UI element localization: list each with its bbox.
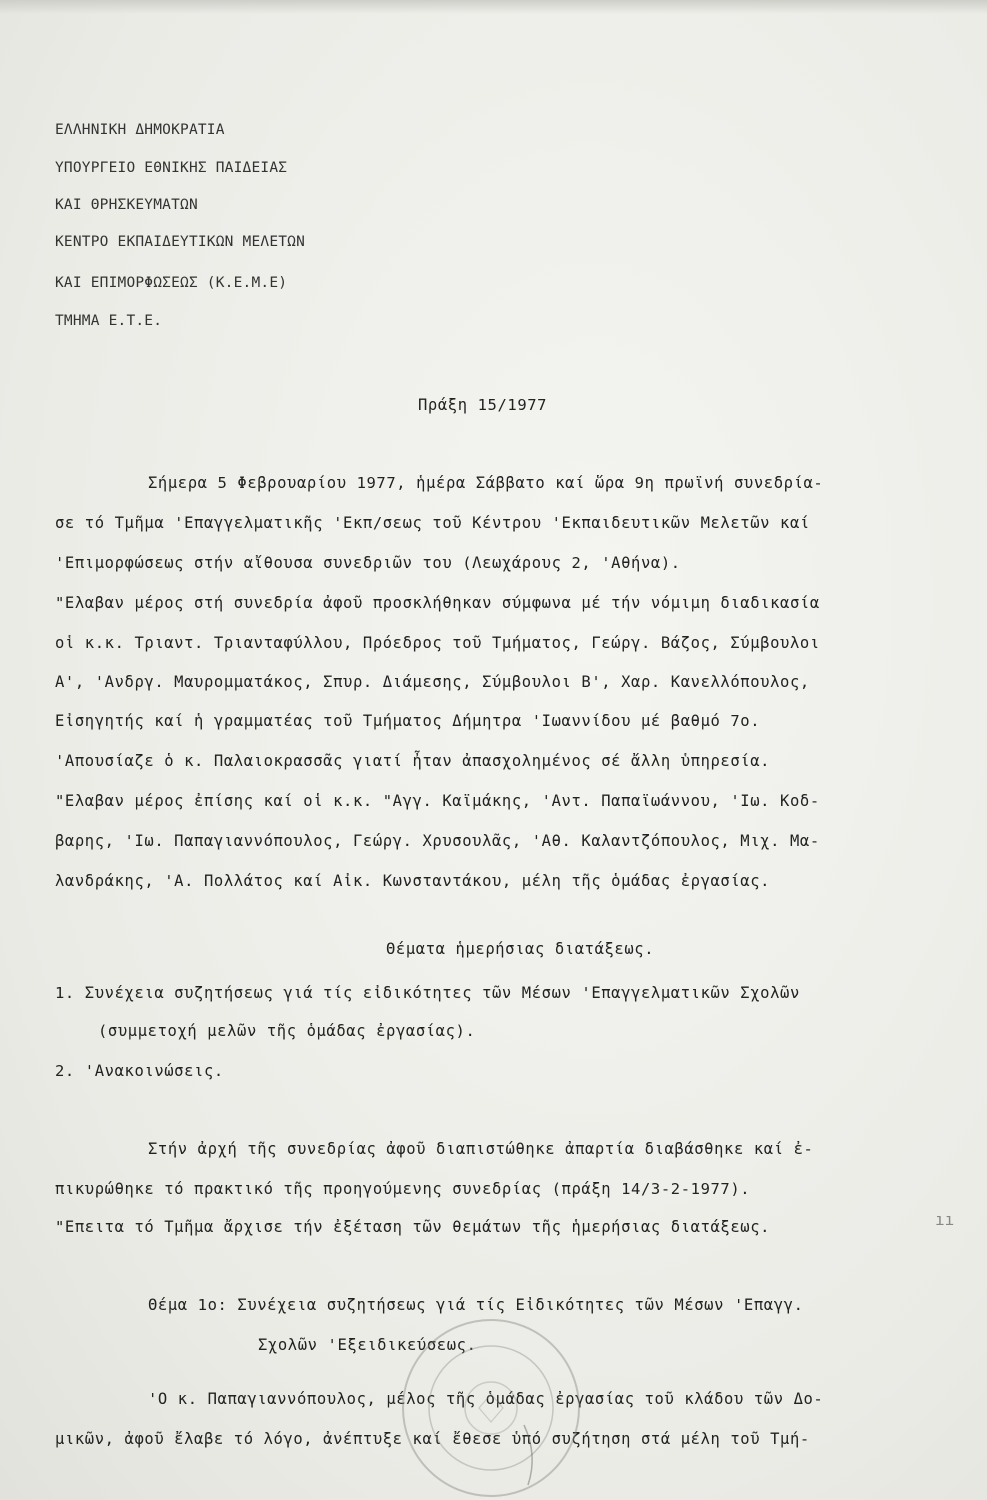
header-line: ΚΕΝΤΡΟ ΕΚΠΑΙΔΕΥΤΙΚΩΝ ΜΕΛΕΤΩΝ (55, 234, 306, 250)
header-line: ΕΛΛΗΝΙΚΗ ΔΗΜΟΚΡΑΤΙΑ (55, 122, 225, 138)
agenda-item-continuation: (συμμετοχή μελῶν τῆς ὁμάδας ἐργασίας). (98, 1022, 476, 1040)
act-title: Πράξη 15/1977 (418, 396, 548, 414)
official-stamp-icon (393, 1310, 583, 1500)
header-line: ΥΠΟΥΡΓΕΙΟ ΕΘΝΙΚΗΣ ΠΑΙΔΕΙΑΣ (55, 160, 288, 176)
text-line: "Επειτα τό Τμῆμα ἄρχισε τήν ἐξέταση τῶν θεμάτων τῆς ἡμερήσιας διατάξεως. (55, 1218, 771, 1236)
text-line: 'Επιμορφώσεως στήν αἴθουσα συνεδριῶν του (Λεωχάρους 2, 'Αθήνα). (55, 554, 681, 572)
text-line: μικῶν, ἀφοῦ ἔλαβε τό λόγο, ἀνέπτυξε καί ἔθεσε ὑπό συζήτηση στά μέλη τοῦ Τμή- (55, 1430, 810, 1448)
text-line: Στήν ἀρχή τῆς συνεδρίας ἀφοῦ διαπιστώθηκε ἀπαρτία διαβάσθηκε καί ἐ- (148, 1140, 814, 1158)
text-line: "Ελαβαν μέρος ἐπίσης καί οἱ κ.κ. "Αγγ. Καϊμάκης, 'Αντ. Παπαϊωάννου, 'Ιω. Κοδ- (55, 792, 820, 810)
text-line: Εἰσηγητής καί ἡ γραμματέας τοῦ Τμήματος Δήμητρα 'Ιωαννίδου μέ βαθμό 7ο. (55, 712, 761, 730)
text-line: λανδράκης, 'Α. Πολλάτος καί Αἰκ. Κωνσταντάκου, μέλη τῆς ὁμάδας ἐργασίας. (55, 872, 771, 890)
agenda-item: 2. 'Ανακοινώσεις. (55, 1062, 224, 1080)
topic-line: Θέμα 1ο: Συνέχεια συζητήσεως γιά τίς Εἰδικότητες τῶν Μέσων 'Επαγγ. (148, 1296, 804, 1314)
text-line: Σήμερα 5 Φεβρουαρίου 1977, ἡμέρα Σάββατο καί ὥρα 9η πρωϊνή συνεδρία- (148, 474, 824, 492)
text-line: Α', 'Ανδργ. Μαυρομματάκος, Σπυρ. Διάμεσης, Σύμβουλοι Β', Χαρ. Κανελλόπουλος, (55, 673, 810, 691)
header-line: ΚΑΙ ΕΠΙΜΟΡΦΩΣΕΩΣ (Κ.Ε.Μ.Ε) (55, 275, 288, 291)
agenda-title: Θέματα ἡμερήσιας διατάξεως. (386, 940, 655, 958)
text-line: πικυρώθηκε τό πρακτικό τῆς προηγούμενης συνεδρίας (πράξη 14/3-2-1977). (55, 1180, 751, 1198)
header-line: ΚΑΙ ΘΡΗΣΚΕΥΜΑΤΩΝ (55, 197, 198, 213)
header-line: ΤΜΗΜΑ Ε.Τ.Ε. (55, 313, 163, 329)
text-line: 'Απουσίαζε ὁ κ. Παλαιοκρασσᾶς γιατί ἦταν ἀπασχολημένος σέ ἄλλη ὑπηρεσία. (55, 752, 771, 770)
text-line: "Ελαβαν μέρος στή συνεδρία ἀφοῦ προσκλήθηκαν σύμφωνα μέ τήν νόμιμη διαδικασία (55, 594, 820, 612)
text-line: οἱ κ.κ. Τριαντ. Τριανταφύλλου, Πρόεδρος τοῦ Τμήματος, Γεώργ. Βάζος, Σύμβουλοι (55, 634, 820, 652)
margin-mark: ıı (935, 1210, 955, 1229)
text-line: 'Ο κ. Παπαγιαννόπουλος, μέλος τῆς ὁμάδας ἐργασίας τοῦ κλάδου τῶν Δο- (148, 1390, 824, 1408)
topic-line: Σχολῶν 'Εξειδικεύσεως. (258, 1336, 477, 1354)
agenda-item: 1. Συνέχεια συζητήσεως γιά τίς εἰδικότητες τῶν Μέσων 'Επαγγελματικῶν Σχολῶν (55, 984, 800, 1002)
text-line: σε τό Τμῆμα 'Επαγγελματικῆς 'Εκπ/σεως τοῦ Κέντρου 'Εκπαιδευτικῶν Μελετῶν καί (55, 514, 810, 532)
text-line: βαρης, 'Ιω. Παπαγιαννόπουλος, Γεώργ. Χρυσουλᾶς, 'Αθ. Καλαντζόπουλος, Μιχ. Μα- (55, 832, 820, 850)
scan-edge-shadow (0, 0, 987, 14)
